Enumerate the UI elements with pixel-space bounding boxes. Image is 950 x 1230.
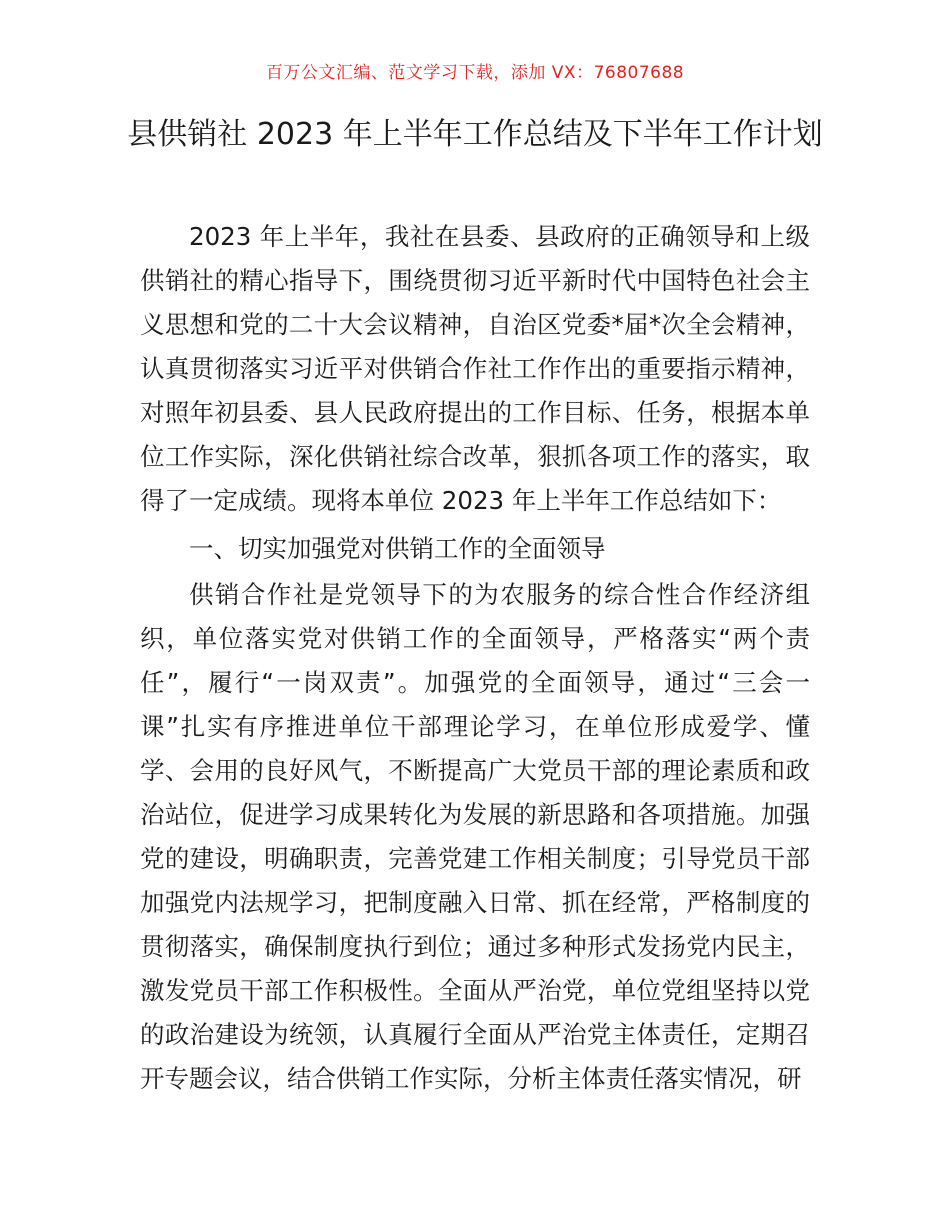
section-heading: 一、切实加强党对供销工作的全面领导 (189, 534, 606, 563)
intro-paragraph: 2023 年上半年，我社在县委、县政府的正确领导和上级供销社的精心指导下，围绕贯彻习近平新时代中国特色社会主义思想和党的二十大会议精神，自治区党委*届*次全会精神，认真贯彻落实习近平对供销合作社工作作出的重要指示精神，对照年初县委、县人民政府提出的工作目标、任务，根据本单位工作实际，深化供销社综合改革，狠抓各项工作的落实，取得了一定成绩。现将本单位 2023 年上半年工作总结如下： (140, 222, 810, 515)
watermark-banner: 百万公文汇编、范文学习下载，添加 VX：76807688 (265, 63, 685, 83)
document-title: 县供销社 2023 年上半年工作总结及下半年工作计划 (127, 117, 823, 152)
section-paragraph: 供销合作社是党领导下的为农服务的综合性合作经济组织，单位落实党对供销工作的全面领导，严格落实“两个责任”，履行“一岗双责”。加强党的全面领导，通过“三会一课”扎实有序推进单位干部理论学习，在单位形成爱学、懂学、会用的良好风气，不断提高广大党员干部的理论素质和政治站位，促进学习成果转化为发展的新思路和各项措施。加强党的建设，明确职责，完善党建工作相关制度；引导党员干部加强党内法规学习，把制度融入日常、抓在经常，严格制度的贯彻落实，确保制度执行到位；通过多种形式发扬党内民主，激发党员干部工作积极性。全面从严治党，单位党组坚持以党的政治建设为统领，认真履行全面从严治党主体责任，定期召开专题会议，结合供销工作实际，分析主体责任落实情况，研 (140, 580, 810, 1093)
document-body (140, 215, 810, 1103)
